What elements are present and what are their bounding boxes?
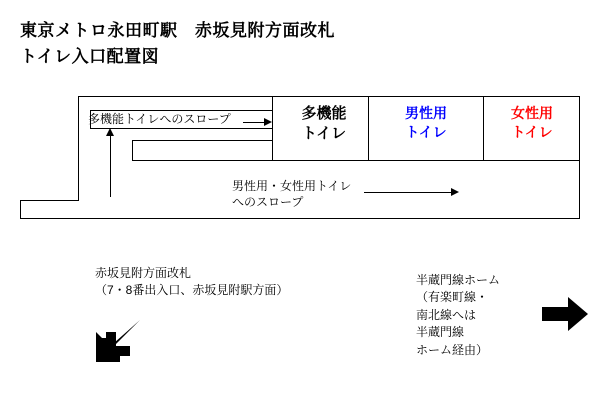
- page-title-line-1: 東京メトロ永田町駅 赤坂見附方面改札: [20, 21, 335, 40]
- caption-hanzomon: [416, 272, 500, 359]
- wall-corridor-left: [132, 140, 133, 160]
- caption-gate-line-2: （7・8番出入口、赤坂見附駅方面）: [95, 283, 289, 298]
- wall-left-inner: [78, 96, 79, 201]
- slope-label-mw-line1: 男性用・女性用トイレ: [232, 179, 352, 193]
- caption-hanzomon-line-5: ホーム経由）: [416, 342, 489, 357]
- caption-hanzomon-line-4: 半蔵門線: [416, 325, 465, 340]
- caption-gate: [95, 265, 288, 300]
- wall-bottom-main: [20, 218, 580, 219]
- slope-label-multi-text: 多機能トイレへのスロープ: [88, 112, 231, 126]
- page-title: [20, 18, 335, 69]
- room-label-mens: [372, 104, 480, 142]
- slope-label-multi-purpose: [88, 111, 231, 127]
- wall-multi-left: [272, 96, 273, 160]
- slope-label-mens-womens: [232, 178, 351, 210]
- room-label-mens-line2: トイレ: [405, 123, 447, 140]
- room-label-mens-line1: 男性用: [405, 105, 447, 121]
- wall-divider-male-female: [483, 96, 484, 160]
- wall-left-outer: [20, 200, 21, 219]
- wall-corridor-top: [132, 140, 272, 141]
- wall-rooms-bottom: [132, 160, 579, 161]
- wall-left-step: [20, 200, 78, 201]
- room-label-womens-line1: 女性用: [511, 105, 553, 121]
- room-label-multi-line2: トイレ: [301, 125, 347, 143]
- caption-hanzomon-line-3: 南北線へは: [416, 307, 477, 322]
- slope-arrow-mw-head: [451, 188, 459, 196]
- room-label-multi-line1: 多機能: [301, 105, 347, 122]
- arrow-down-left-icon: [92, 318, 144, 366]
- slope-arrow-multi-head: [264, 118, 272, 126]
- wall-top-main: [78, 96, 580, 97]
- room-label-womens: [487, 104, 577, 142]
- slope-arrow-mw-shaft: [364, 192, 452, 193]
- page-title-line-2: トイレ入口配置図: [20, 46, 160, 66]
- caption-hanzomon-line-2: （有楽町線・: [416, 290, 489, 305]
- entry-arrow-head: [106, 128, 114, 136]
- slope-arrow-multi-shaft: [243, 122, 265, 123]
- ramp-box-bottom: [90, 128, 272, 129]
- caption-gate-line-1: 赤坂見附方面改札: [95, 266, 192, 280]
- room-label-multi-purpose: [285, 104, 363, 145]
- room-label-womens-line2: トイレ: [511, 123, 553, 140]
- slope-label-mw-line2: へのスロープ: [232, 195, 304, 210]
- caption-hanzomon-line-1: 半蔵門線ホーム: [416, 273, 501, 287]
- arrow-right-icon: [542, 297, 588, 331]
- wall-right-outer: [579, 96, 580, 219]
- entry-arrow-shaft: [110, 135, 111, 197]
- wall-divider-multi-male: [368, 96, 369, 160]
